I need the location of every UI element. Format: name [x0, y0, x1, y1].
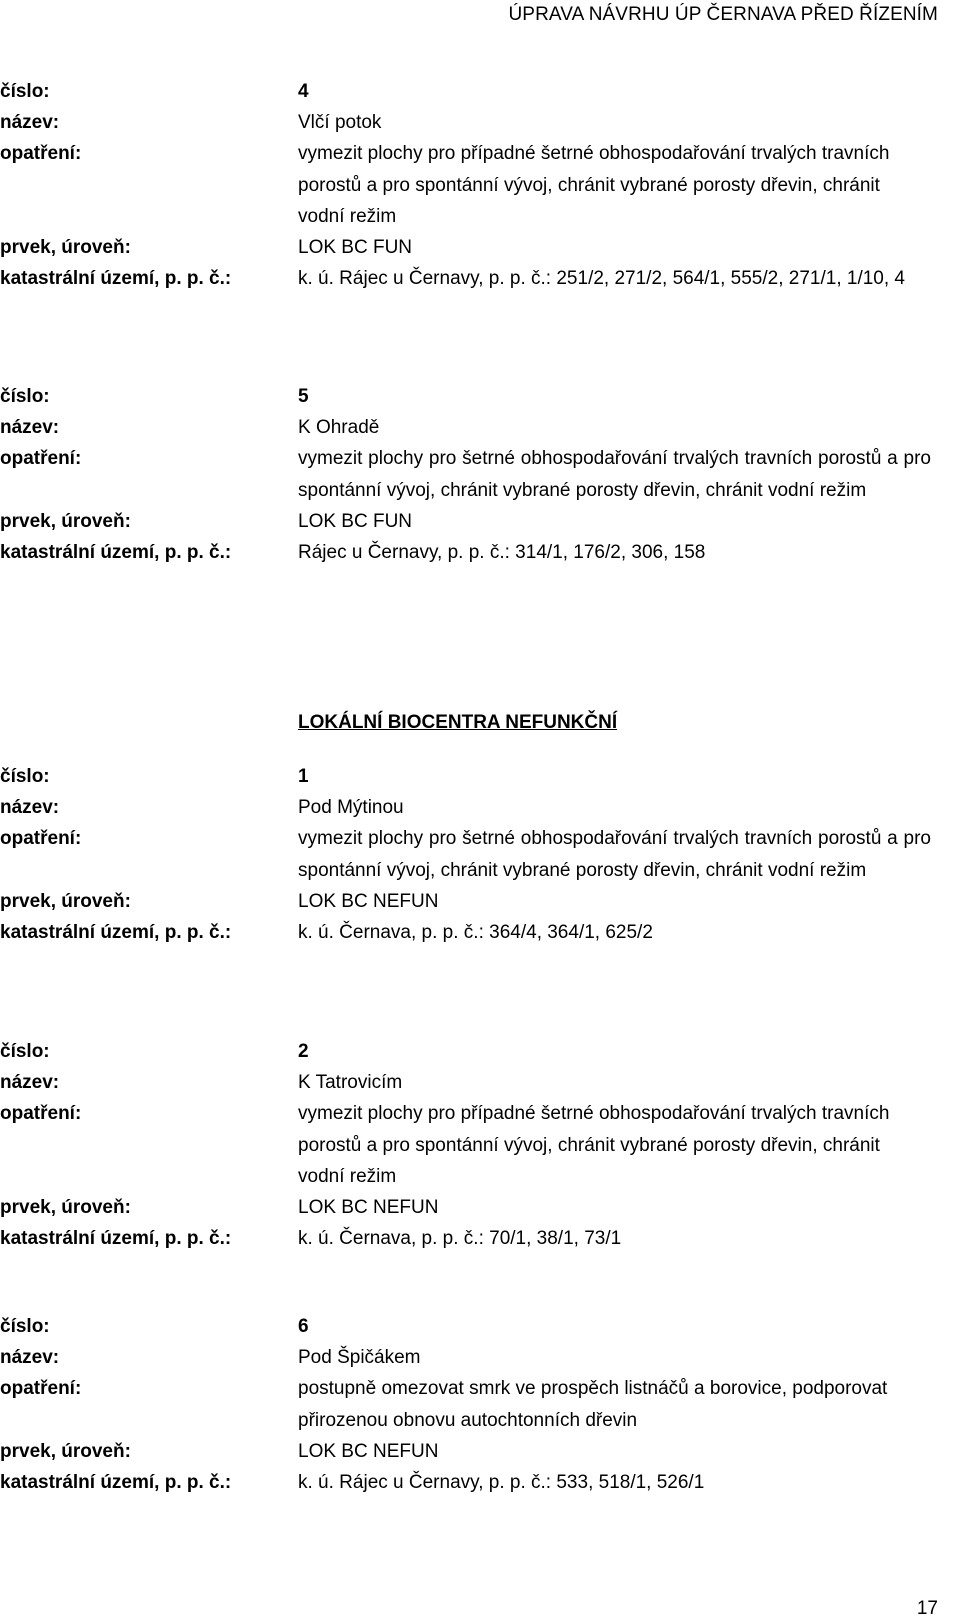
biocentre-entry-1 [0, 761, 935, 948]
cadastre-label: katastrální území, p. p. č.: [0, 1472, 232, 1494]
measure-label: opatření: [0, 828, 82, 850]
section-title: LOKÁLNÍ BIOCENTRA NEFUNKČNÍ [298, 712, 618, 733]
element-label: prvek, úroveň: [0, 890, 131, 912]
cadastre-label: katastrální území, p. p. č.: [0, 1228, 232, 1250]
entry-name: K Tatrovicím [298, 1072, 403, 1094]
measure-label: opatření: [0, 143, 82, 165]
number-label: číslo: [0, 386, 50, 407]
entry-number: 2 [298, 1041, 309, 1062]
number-label: číslo: [0, 1041, 50, 1062]
name-label: název: [0, 112, 60, 134]
element-label: prvek, úroveň: [0, 1440, 131, 1462]
entry-name: Pod Mýtinou [298, 797, 404, 819]
cadastre-label: katastrální území, p. p. č.: [0, 922, 232, 944]
entry-measure: vymezit plochy pro šetrné obhospodařování trvalých travních porostů a pro spontánní vývoj, chránit vybrané porosty dřevin, chránit vodní režim [298, 448, 931, 501]
biocentre-entry-5 [0, 381, 935, 568]
entry-cadastre: k. ú. Černava, p. p. č.: 70/1, 38/1, 73/1 [298, 1228, 622, 1250]
entry-element: LOK BC NEFUN [298, 1197, 439, 1219]
cadastre-label: katastrální území, p. p. č.: [0, 542, 232, 564]
entry-name: Pod Špičákem [298, 1347, 421, 1369]
entry-measure: vymezit plochy pro případné šetrné obhospodařování trvalých travních porostů a pro spontánní vývoj, chránit vybrané porosty dřevin, chránit vodní režim [298, 143, 890, 227]
element-label: prvek, úroveň: [0, 237, 131, 259]
name-label: název: [0, 417, 60, 439]
number-label: číslo: [0, 1316, 50, 1337]
page-number: 17 [916, 1598, 938, 1619]
name-label: název: [0, 1072, 60, 1094]
name-label: název: [0, 797, 60, 819]
entry-measure: vymezit plochy pro šetrné obhospodařování trvalých travních porostů a pro spontánní vývoj, chránit vybrané porosty dřevin, chránit vodní režim [298, 828, 931, 881]
entry-element: LOK BC NEFUN [298, 1440, 439, 1462]
entry-number: 5 [298, 386, 309, 407]
entry-cadastre: k. ú. Černava, p. p. č.: 364/4, 364/1, 625/2 [298, 922, 653, 944]
entry-number: 6 [298, 1316, 309, 1337]
number-label: číslo: [0, 766, 50, 787]
entry-element: LOK BC FUN [298, 237, 413, 259]
entry-cadastre: k. ú. Rájec u Černavy, p. p. č.: 533, 518/1, 526/1 [298, 1472, 705, 1494]
cadastre-label: katastrální území, p. p. č.: [0, 268, 232, 290]
entry-name: Vlčí potok [298, 112, 382, 134]
entry-cadastre: k. ú. Rájec u Černavy, p. p. č.: 251/2, 271/2, 564/1, 555/2, 271/1, 1/10, 4 [298, 268, 905, 290]
entry-measure: vymezit plochy pro případné šetrné obhospodařování trvalých travních porostů a pro spontánní vývoj, chránit vybrané porosty dřevin, chránit vodní režim [298, 1103, 890, 1187]
name-label: název: [0, 1347, 60, 1369]
element-label: prvek, úroveň: [0, 1197, 131, 1219]
entry-number: 1 [298, 766, 309, 787]
measure-label: opatření: [0, 1378, 82, 1400]
measure-label: opatření: [0, 1103, 82, 1125]
biocentre-entry-6 [0, 1311, 935, 1498]
biocentre-entry-2 [0, 1036, 935, 1254]
element-label: prvek, úroveň: [0, 510, 131, 532]
entry-number: 4 [298, 81, 309, 102]
page-header: ÚPRAVA NÁVRHU ÚP ČERNAVA PŘED ŘÍZENÍM [508, 4, 938, 25]
number-label: číslo: [0, 81, 50, 102]
entry-name: K Ohradě [298, 417, 380, 439]
biocentre-entry-4 [0, 76, 935, 294]
measure-label: opatření: [0, 448, 82, 470]
entry-measure: postupně omezovat smrk ve prospěch listnáčů a borovice, podporovat přirozenou obnovu autochtonních dřevin [298, 1378, 888, 1431]
entry-cadastre: Rájec u Černavy, p. p. č.: 314/1, 176/2, 306, 158 [298, 542, 706, 564]
entry-element: LOK BC FUN [298, 510, 413, 532]
entry-element: LOK BC NEFUN [298, 890, 439, 912]
